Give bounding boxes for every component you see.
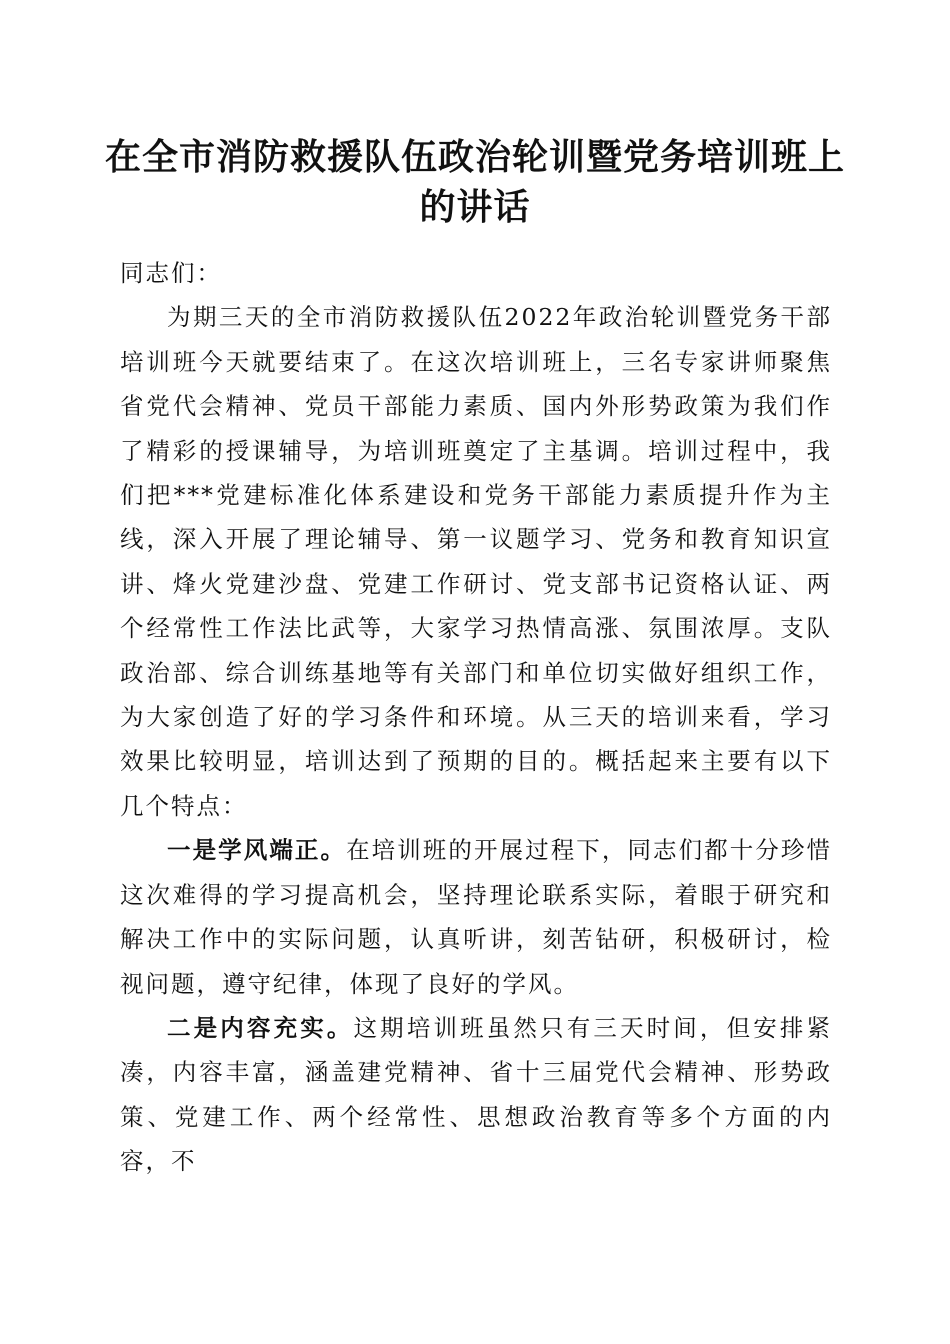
paragraph-point-1: [120, 828, 832, 1006]
point-1-lead: 一是学风端正。: [167, 836, 347, 865]
point-1-text: 在培训班的开展过程下，同志们都十分珍惜这次难得的学习提高机会，坚持理论联系实际，着眼于研究和解决工作中的实际问题，认真听讲，刻苦钻研，积极研讨，检视问题，遵守纪律，体现了良好的学风。: [120, 836, 833, 998]
point-2-text: 这期培训班虽然只有三天时间，但安排紧凑，内容丰富，涵盖建党精神、省十三届党代会精神、形势政策、党建工作、两个经常性、思想政治教育等多个方面的内容，不: [120, 1013, 833, 1176]
paragraph-point-2: [120, 1006, 832, 1184]
point-2-lead: 二是内容充实。: [167, 1013, 354, 1042]
document-body: [120, 251, 832, 1184]
paragraph-intro: 为期三天的全市消防救援队伍2022年政治轮训暨党务干部培训班今天就要结束了。在这次培训班上，三名专家讲师聚焦省党代会精神、党员干部能力素质、国内外形势政策为我们作了精彩的授课辅导，为培训班奠定了主基调。培训过程中，我们把***党建标准化体系建设和党务干部能力素质提升作为主线，深入开展了理论辅导、第一议题学习、党务和教育知识宣讲、烽火党建沙盘、党建工作研讨、党支部书记资格认证、两个经常性工作法比武等，大家学习热情高涨、氛围浓厚。支队政治部、综合训练基地等有关部门和单位切实做好组织工作，为大家创造了好的学习条件和环境。从三天的培训来看，学习效果比较明显，培训达到了预期的目的。概括起来主要有以下几个特点：: [120, 303, 832, 820]
document-title: 在全市消防救援队伍政治轮训暨党务培训班上的讲话: [104, 136, 845, 228]
salutation: 同志们：: [120, 259, 222, 287]
